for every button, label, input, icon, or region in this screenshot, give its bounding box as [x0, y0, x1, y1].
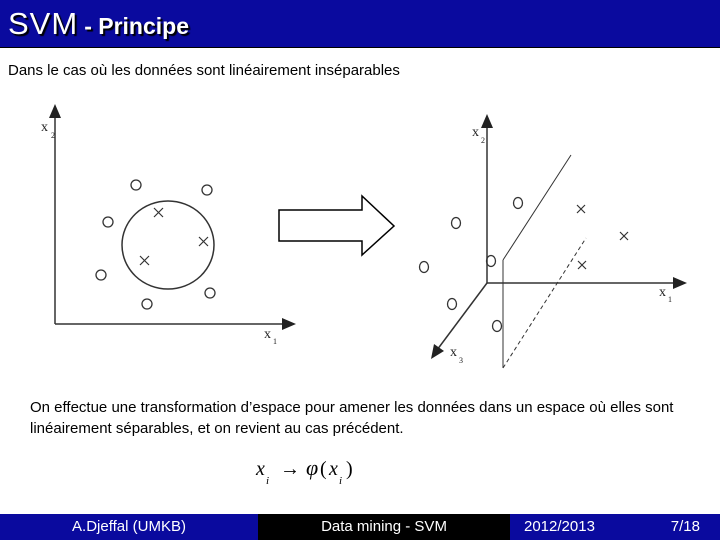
o-point	[448, 299, 457, 310]
right-x-axis-label: x	[659, 285, 666, 300]
right-o-points	[420, 198, 523, 332]
right-x-points	[577, 205, 628, 269]
footer-year: 2012/2013	[524, 518, 595, 535]
o-point	[205, 288, 215, 298]
title-sub: - Principe	[84, 13, 189, 39]
title-main: SVM	[8, 6, 79, 41]
x-point	[154, 208, 163, 217]
formula-sub-i2: i	[339, 475, 343, 487]
formula-open-paren: (	[320, 458, 327, 480]
right-z-axis-label: x	[450, 345, 457, 360]
right-x-axis-sub: 1	[668, 295, 672, 304]
right-x-arrowhead	[673, 277, 687, 289]
footer-page-number: 7/18	[670, 518, 700, 535]
formula-x: x	[256, 458, 265, 480]
left-y-axis-sub: 2	[51, 131, 55, 140]
explanation-paragraph: On effectue une transformation d’espace pour amener les données dans un espace où elles sont linéairement séparables, et on revient au cas précédent.	[30, 399, 674, 437]
o-point	[487, 256, 496, 267]
x-point	[140, 256, 149, 265]
footer-right	[510, 514, 720, 540]
left-plot	[49, 104, 296, 330]
right-z-axis-sub: 3	[459, 356, 463, 365]
right-y-axis-label: x	[472, 125, 479, 140]
left-y-axis-label: x	[41, 120, 48, 135]
formula-arrow-icon: →	[280, 458, 300, 480]
footer-author: A.Djeffal (UMKB)	[0, 514, 258, 540]
right-z-arrowhead	[431, 344, 444, 359]
o-point	[514, 198, 523, 209]
o-point	[202, 185, 212, 195]
x-point	[620, 232, 628, 240]
left-x-axis-sub: 1	[273, 337, 277, 346]
left-y-arrowhead	[49, 104, 61, 118]
formula-x2: x	[329, 458, 338, 480]
o-point	[142, 299, 152, 309]
formula-phi: φ	[306, 455, 319, 480]
phi-mapping-formula	[253, 455, 373, 495]
o-point	[493, 321, 502, 332]
right-y-arrowhead	[481, 114, 493, 128]
x-point	[577, 205, 585, 213]
o-point	[131, 180, 141, 190]
o-point	[103, 217, 113, 227]
separating-plane	[503, 155, 586, 368]
right-y-axis-sub: 2	[481, 136, 485, 145]
o-point	[96, 270, 106, 280]
o-point	[452, 218, 461, 229]
left-o-points	[96, 180, 215, 309]
x-point	[199, 237, 208, 246]
right-plot	[420, 114, 688, 368]
footer-course: Data mining - SVM	[258, 514, 510, 540]
o-point	[420, 262, 429, 273]
formula-close-paren: )	[346, 458, 353, 480]
formula-sub-i: i	[266, 475, 270, 487]
intro-text: Dans le cas où les données sont linéairement inséparables	[8, 62, 400, 79]
left-x-axis-label: x	[264, 327, 271, 342]
right-z-axis	[437, 283, 487, 350]
footer-bar	[0, 514, 720, 540]
transform-arrow-icon	[279, 196, 394, 255]
x-point	[578, 261, 586, 269]
left-x-points	[140, 208, 208, 265]
left-x-arrowhead	[282, 318, 296, 330]
